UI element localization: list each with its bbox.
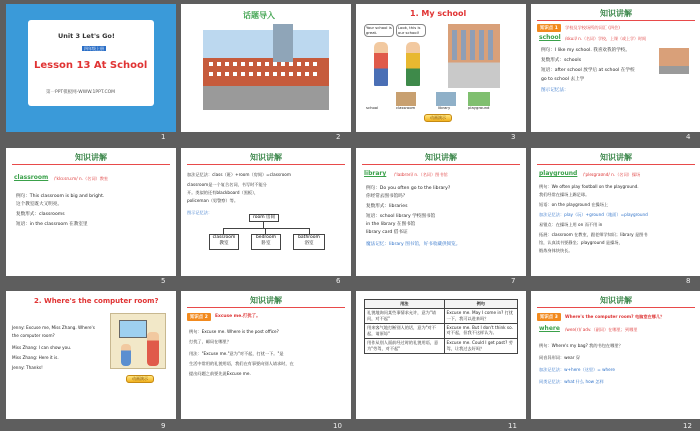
text-line: 我们经常在操场上踢足球。	[539, 192, 590, 197]
building-illustration	[448, 24, 500, 88]
memo-label: 图示记忆法：	[541, 88, 569, 93]
connector-line	[223, 228, 309, 229]
library-photo	[436, 92, 456, 106]
slide-thumbnail-8[interactable]	[531, 148, 700, 276]
knowledge-point-tag: 知识点 1	[537, 24, 561, 32]
text-line: classroom是一个复合名词，书写时不能分	[187, 182, 267, 187]
table-header: 用法	[365, 300, 445, 309]
animation-demo-button[interactable]: 动画演示	[126, 375, 154, 383]
vocab-word: school	[539, 34, 561, 41]
slide-number: 5	[161, 277, 166, 285]
table-row	[365, 309, 518, 324]
vocab-word: playground	[539, 170, 578, 177]
text-line: 你经常去图书馆吗？	[366, 194, 408, 199]
usage-table	[364, 299, 518, 354]
slide-thumbnail-3[interactable]	[356, 4, 526, 132]
slide-title: 知识讲解	[600, 152, 632, 162]
grade-label: 四年级上册	[84, 46, 104, 51]
slide-thumbnail-5[interactable]	[6, 148, 176, 276]
slide-number: 7	[511, 277, 516, 285]
unit-title: Unit 3 Let's Go!	[58, 32, 115, 40]
school-picture	[659, 48, 689, 74]
table-cell: 用作从别人面前经过时的礼貌用语，意为"劳驾，对不起"	[365, 339, 445, 354]
text-line: 加法记忆法：w+here（这里）= where	[539, 367, 615, 372]
text-line: 生活中常用的礼貌用语，我们在有事要向别人请求时，在	[189, 361, 294, 366]
table-cell: Excuse me. But I don't think so. 对不起，但我不这样认为。	[444, 324, 517, 339]
phonetic-definition: /ˈklɑːsruːm/ n.（名词）教室	[54, 176, 109, 181]
slide-number: 8	[686, 277, 691, 285]
text-line: 例句：This classroom is big and bright.	[16, 194, 105, 199]
speech-bubble: Your school is great.	[364, 24, 394, 37]
text-line: 同类记忆法：what 什么 how 怎样	[539, 379, 604, 384]
slide-title: 知识讲解	[250, 152, 282, 162]
vocab-word: where	[539, 325, 560, 332]
diagram-leaf-box: classroom 教室	[209, 234, 239, 250]
picture-label: playground	[468, 105, 490, 110]
dialogue-line: the computer room?	[12, 333, 55, 338]
slide-number: 3	[511, 133, 516, 141]
slide-thumbnail-6[interactable]	[181, 148, 351, 276]
slide-thumbnail-1[interactable]	[6, 4, 176, 132]
slide-title: 1. My school	[410, 9, 467, 18]
text-line: policeman（男警察）等。	[187, 198, 239, 203]
slide-thumbnail-11[interactable]	[356, 291, 526, 419]
slide-thumbnail-7[interactable]	[356, 148, 526, 276]
table-row	[365, 339, 518, 354]
slide-number: 4	[686, 133, 691, 141]
lesson-title: Lesson 13 At School	[34, 60, 148, 71]
picture-label: school	[366, 105, 379, 110]
memo-text: 魔法记忆：library 图书馆，好书收藏供阅览。	[366, 242, 461, 247]
text-line: 锻炼身体快快长。	[539, 248, 573, 253]
divider	[537, 307, 695, 308]
text-line: 加法记忆法：play（玩）+ground（地面）=playground	[539, 212, 648, 217]
tag-text: 学校及学校场所的词汇 (四会)	[565, 25, 620, 30]
text-line: 提出问题之前要先说Excuse me.	[189, 371, 251, 376]
dialogue-line: Miss Zhang: Here it is.	[12, 355, 59, 360]
table-header: 例句	[444, 300, 517, 309]
phonetic-definition: /ˈlaɪbrəri/ n.（名词）图书馆	[394, 172, 448, 177]
dialogue-line: Miss Zhang: I can show you.	[12, 345, 72, 350]
slide-number: 6	[336, 277, 341, 285]
slide-title: 2. Where's the computer room?	[34, 297, 159, 305]
animation-demo-button[interactable]: 动画演示	[424, 114, 452, 122]
dialogue-line: Jenny: Excuse me, Miss Zhang. Where's	[12, 325, 95, 330]
text-line: 加法记忆法：class（班）+room（房间）=classroom	[187, 172, 291, 177]
phonetic-definition: /ˈpleɪɡraʊnd/ n.（名词）操场	[583, 172, 641, 177]
knowledge-point-tag: 知识点 3	[537, 313, 561, 321]
slide-number: 1	[161, 133, 166, 141]
slide-number: 10	[333, 422, 342, 430]
speech-bubble: Look, this is our school!	[396, 24, 426, 37]
phonetic-definition: /weə(r)/ adv.（副词）在哪里；到哪里	[565, 327, 638, 332]
text-line: 同音异形词：wear 穿	[539, 355, 580, 360]
table-cell: Excuse me. Could I get past? 劳驾，让我过去好吗？	[444, 339, 517, 354]
text-line: 例句：Where's my bag? 我的书包在哪里？	[539, 343, 623, 348]
slide-thumbnail-10[interactable]	[181, 291, 351, 419]
text-line: 复数形式：classrooms	[16, 212, 65, 217]
text-line: library card 借书证	[366, 230, 408, 235]
text-line: 这个教室既大又明亮。	[16, 202, 62, 207]
slide-title: 知识讲解	[75, 152, 107, 162]
slide-number: 12	[683, 422, 692, 430]
table-row	[365, 324, 518, 339]
school-photo	[203, 30, 329, 110]
slide-title: 知识讲解	[425, 152, 457, 162]
diagram-leaf-box: bathroom 浴室	[293, 234, 325, 250]
playground-photo	[468, 92, 490, 106]
text-line: 短语：after school 放学后 at school 在学校	[541, 68, 635, 73]
text-line: 打扰了，邮局在哪里？	[189, 339, 231, 344]
divider	[537, 20, 695, 21]
slide-title: 知识讲解	[250, 295, 282, 305]
divider	[537, 164, 695, 165]
table-cell: 礼貌地询问某些事情求允许，意为"请问，对不起"	[365, 309, 445, 324]
divider	[362, 164, 520, 165]
vocab-word: classroom	[14, 174, 49, 181]
tag-text: Excuse me.打扰了。	[215, 314, 261, 319]
kid-figure	[374, 42, 388, 86]
diagram-root-box: room 房间	[249, 214, 279, 222]
slide-title: 知识讲解	[600, 295, 632, 305]
table-cell: Excuse me. May I come in? 打扰一下，我可以进来吗？	[444, 309, 517, 324]
diagram-leaf-box: bedroom 卧室	[251, 234, 281, 250]
table-cell: 用来客气地打断别人的话，意为"对不起，请原谅"	[365, 324, 445, 339]
divider	[187, 164, 345, 165]
text-line: 例句：I like my school. 我喜欢我的学校。	[541, 48, 630, 53]
text-line: 短语：in the classroom 在教室里	[16, 222, 88, 227]
text-line: 用法："Excuse me."意为"对不起，打扰一下。"是	[189, 351, 284, 356]
text-line: in the library 在图书馆	[366, 222, 416, 227]
text-line: 馆，认真读书要静坐；playground 是操场，	[539, 240, 623, 245]
text-line: 复数形式：schools	[541, 58, 582, 63]
text-line: 易错点：在操场上用 on 而不用 in	[539, 222, 603, 227]
text-line: 开。类似的还有blackboard（黑板），	[187, 190, 259, 195]
divider	[12, 164, 170, 165]
text-line: 复数形式：libraries	[366, 204, 408, 209]
slide-thumbnail-12[interactable]	[531, 291, 700, 419]
text-line: 图示记忆法：	[187, 210, 213, 215]
text-line: 例句：Do you often go to the library?	[366, 186, 451, 191]
slide-thumbnail-9[interactable]	[6, 291, 176, 419]
tag-text: Where's the computer room? 电脑室在哪儿？	[565, 314, 665, 319]
slide-number: 9	[161, 422, 166, 430]
text-line: 短语：school library 学校图书馆	[366, 214, 436, 219]
cartoon-illustration	[110, 313, 166, 369]
text-line: 例句：Excuse me. Where is the post office?	[189, 329, 279, 334]
slide-thumbnail-4[interactable]	[531, 4, 700, 132]
slide-thumbnail-2[interactable]	[181, 4, 351, 132]
text-line: 拓展：classroom 在教室，跟老师学知识；library 是图书	[539, 232, 648, 237]
divider	[187, 307, 345, 308]
vocab-word: library	[364, 170, 387, 177]
slide-number: 11	[508, 422, 517, 430]
phonetic-definition: /skuːl/ n.（名词）学校，上课（或上学）时间	[565, 36, 647, 41]
knowledge-point-tag: 知识点 2	[187, 313, 211, 321]
slide-title: 话题导入	[243, 10, 275, 20]
text-line: 短语：on the playground 在操场上	[539, 202, 609, 207]
picture-label: classroom	[396, 105, 416, 110]
text-line: go to school 去上学	[541, 77, 585, 82]
dialogue-line: Jenny: Thanks!	[12, 365, 43, 370]
slide-title: 知识讲解	[600, 8, 632, 18]
picture-label: library	[438, 105, 451, 110]
slide-number: 2	[336, 133, 341, 141]
classroom-photo	[396, 92, 416, 106]
kid-figure	[406, 42, 420, 86]
footer-text: 第一PPT模板网-WWW.1PPT.COM	[46, 90, 116, 95]
text-line: 例句：We often play football on the playground.	[539, 184, 639, 189]
